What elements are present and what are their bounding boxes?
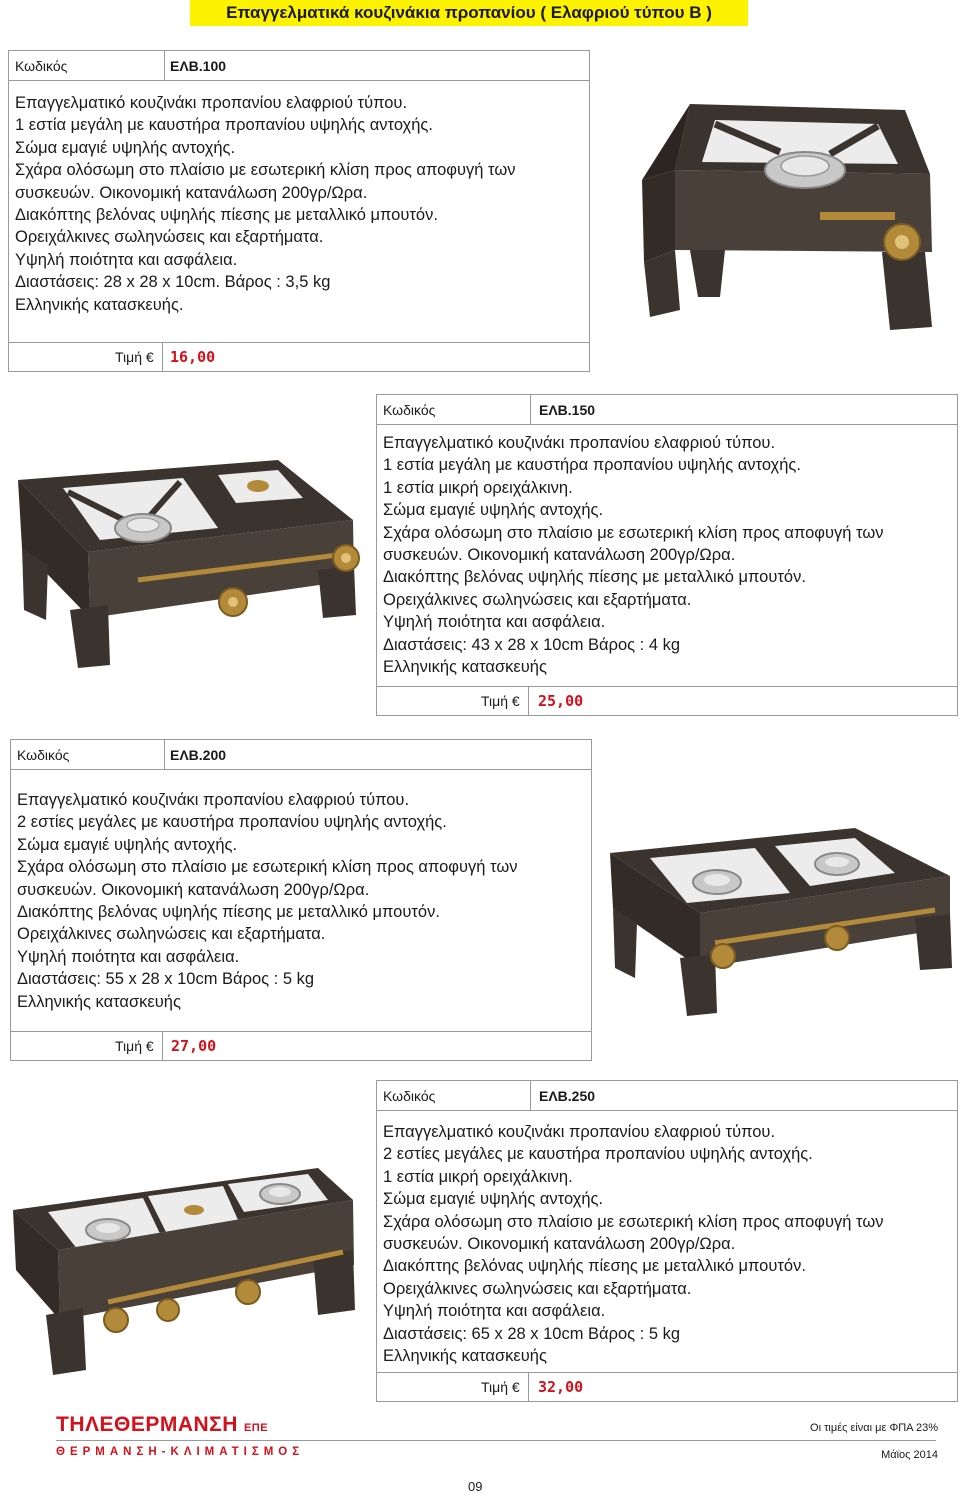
price-row [377,1372,957,1401]
description-line: 2 εστίες μεγάλες με καυστήρα προπανίου υψηλής αντοχής. [17,813,447,832]
description-line: Διαστάσεις: 43 x 28 x 10cm Βάρος : 4 kg [383,635,681,654]
description-line: 1 εστία μικρή ορειχάλκινη. [383,1167,573,1186]
description-line: Σχάρα ολόσωμη στο πλαίσιο με εσωτερική κλίση προς αποφυγή των [15,161,516,180]
price-label: Τιμή € [115,349,154,365]
description-line: Επαγγελματικό κουζινάκι προπανίου ελαφριού τύπου. [17,791,410,809]
description-line: 1 εστία μεγάλη με καυστήρα προπανίου υψηλής αντοχής. [15,116,433,135]
description-line: Επαγγελματικό κουζινάκι προπανίου ελαφριού τύπου. [383,434,776,452]
description-line: Σώμα εμαγιέ υψηλής αντοχής. [15,138,236,157]
price-value: 27,00 [171,1037,217,1055]
divider [528,1373,529,1401]
product-card-elb150 [376,394,958,716]
company-logo [56,1413,268,1437]
description-line: συσκευών. Οικονομική κατανάλωση 200γρ/Ωρα. [15,183,368,202]
price-row [11,1031,591,1060]
product-description [17,789,517,1013]
description-line: συσκευών. Οικονομική κατανάλωση 200γρ/Ωρα. [383,545,736,564]
description-line: συσκευών. Οικονομική κατανάλωση 200γρ/Ωρα. [383,1234,736,1253]
divider [530,1081,531,1110]
price-row [9,342,589,371]
description-line: Ελληνικής κατασκευής [383,657,547,676]
description-line: Διακόπτης βελόνας υψηλής πίεσης με μεταλλικό μπουτόν. [17,902,440,921]
description-line: Διαστάσεις: 65 x 28 x 10cm Βάρος : 5 kg [383,1324,681,1343]
company-subtitle: ΘΕΡΜΑΝΣΗ-ΚΛΙΜΑΤΙΣΜΟΣ [56,1446,305,1458]
footer-divider [56,1440,936,1441]
description-line: Ορειχάλκινες σωληνώσεις και εξαρτήματα. [17,925,326,944]
page-title: Επαγγελματικά κουζινάκια προπανίου ( Ελαφριού τύπου Β ) [190,0,748,26]
price-label: Τιμή € [481,1379,520,1395]
description-line: Ελληνικής κατασκευής [17,992,181,1011]
product-card-elb200 [10,739,592,1061]
price-value: 32,00 [538,1378,584,1396]
catalog-date: Μάϊος 2014 [881,1449,938,1461]
description-line: Σχάρα ολόσωμη στο πλαίσιο με εσωτερική κλίση προς αποφυγή των [383,1212,884,1231]
logo-suffix: ΕΠΕ [243,1422,269,1434]
code-row [9,51,589,81]
description-line: Σχάρα ολόσωμη στο πλαίσιο με εσωτερική κλίση προς αποφυγή των [383,523,884,542]
product-description [15,92,515,316]
price-label: Τιμή € [115,1038,154,1054]
divider [162,1032,163,1060]
code-label: Κωδικός [383,1088,436,1104]
two-burner-stove-image [605,818,955,1018]
one-large-one-small-burner-stove-image [8,440,363,670]
description-line: Ελληνικής κατασκευής. [15,295,184,314]
vat-note: Οι τιμές είναι με ΦΠΑ 23% [810,1422,938,1434]
description-line: Ορειχάλκινες σωληνώσεις και εξαρτήματα. [383,590,692,609]
product-card-elb250 [376,1080,958,1402]
code-label: Κωδικός [17,747,70,763]
description-line: Διαστάσεις: 55 x 28 x 10cm Βάρος : 5 kg [17,970,315,989]
code-label: Κωδικός [383,402,436,418]
product-card-elb100 [8,50,590,372]
description-line: Σώμα εμαγιέ υψηλής αντοχής. [383,501,604,520]
description-line: Ορειχάλκινες σωληνώσεις και εξαρτήματα. [15,228,324,247]
product-description [383,1121,883,1367]
description-line: 2 εστίες μεγάλες με καυστήρα προπανίου υψηλής αντοχής. [383,1145,813,1164]
divider [164,740,165,769]
divider [528,687,529,715]
description-line: Υψηλή ποιότητα και ασφάλεια. [17,947,240,966]
single-burner-stove-image [620,92,950,337]
code-label: Κωδικός [15,58,68,74]
code-row [377,1081,957,1111]
description-line: Ελληνικής κατασκευής [383,1346,547,1365]
description-line: 1 εστία μεγάλη με καυστήρα προπανίου υψηλής αντοχής. [383,456,801,475]
page-number: 09 [468,1479,483,1494]
description-line: Σώμα εμαγιέ υψηλής αντοχής. [17,835,238,854]
description-line: Σώμα εμαγιέ υψηλής αντοχής. [383,1190,604,1209]
description-line: Σχάρα ολόσωμη στο πλαίσιο με εσωτερική κλίση προς αποφυγή των [17,858,518,877]
description-line: Διακόπτης βελόνας υψηλής πίεσης με μεταλλικό μπουτόν. [15,205,438,224]
divider [530,395,531,424]
price-value: 16,00 [170,348,216,366]
description-line: Ορειχάλκινες σωληνώσεις και εξαρτήματα. [383,1279,692,1298]
product-code: ΕΛΒ.100 [170,58,227,74]
code-row [377,395,957,425]
product-description [383,432,883,678]
product-code: ΕΛΒ.200 [170,747,227,763]
description-line: συσκευών. Οικονομική κατανάλωση 200γρ/Ωρα. [17,880,370,899]
price-label: Τιμή € [481,693,520,709]
description-line: Υψηλή ποιότητα και ασφάλεια. [383,613,606,632]
description-line: Διακόπτης βελόνας υψηλής πίεσης με μεταλλικό μπουτόν. [383,568,806,587]
price-row [377,686,957,715]
two-large-one-small-burner-stove-image [8,1150,358,1382]
description-line: Επαγγελματικό κουζινάκι προπανίου ελαφριού τύπου. [383,1123,776,1141]
description-line: Διακόπτης βελόνας υψηλής πίεσης με μεταλλικό μπουτόν. [383,1257,806,1276]
price-value: 25,00 [538,692,584,710]
code-row [11,740,591,770]
description-line: Διαστάσεις: 28 x 28 x 10cm. Βάρος : 3,5 kg [15,273,331,292]
divider [162,343,163,371]
description-line: Επαγγελματικό κουζινάκι προπανίου ελαφριού τύπου. [15,94,408,112]
logo-text: ΤΗΛΕΘΕΡΜΑΝΣΗ [56,1413,238,1436]
description-line: 1 εστία μικρή ορειχάλκινη. [383,478,573,497]
divider [164,51,165,80]
description-line: Υψηλή ποιότητα και ασφάλεια. [15,250,238,269]
product-code: ΕΛΒ.250 [539,1088,596,1104]
product-code: ΕΛΒ.150 [539,402,596,418]
description-line: Υψηλή ποιότητα και ασφάλεια. [383,1302,606,1321]
